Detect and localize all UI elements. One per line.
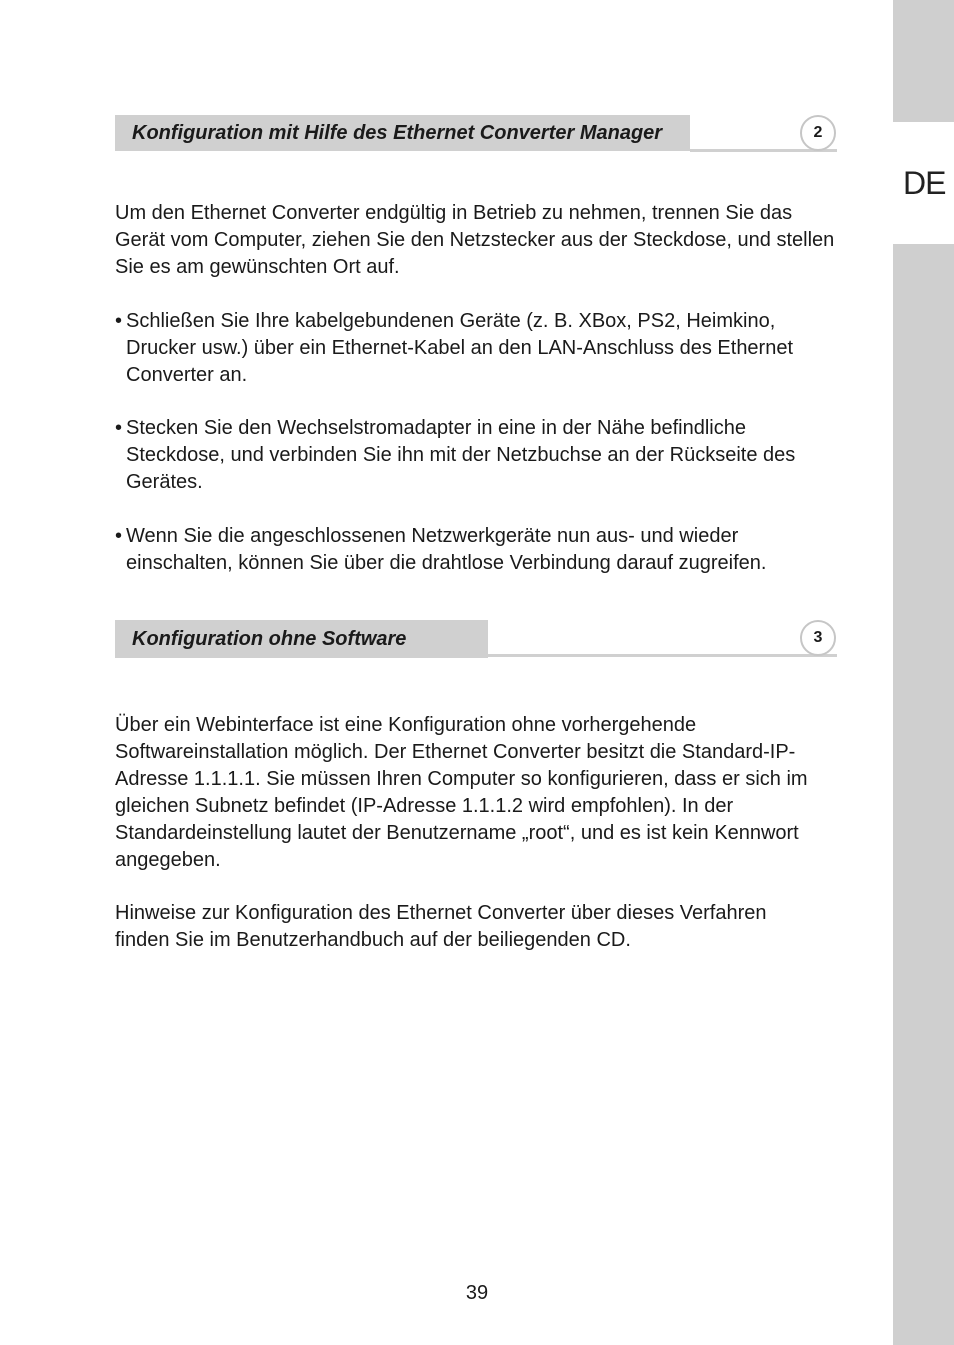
body-paragraph: Über ein Webinterface ist eine Konfiguration ohne vorhergehende Softwareinstallation möglich. Der Ethernet Converter besitzt die Standard-IP-Adresse 1.1.1.1. Sie müssen Ihren Computer so konfigurieren, dass er sich im gleichen Subnetz befindet (IP-Adresse 1.1.1.2 wird empfohlen). In der Standardeinstellung lautet der Benutzername „root“, und es ist kein Kennwort angegeben. <box>115 714 808 871</box>
language-label: DE <box>903 165 946 201</box>
section-number-badge: 2 <box>800 115 836 151</box>
page-number: 39 <box>465 1282 489 1304</box>
section-header-rule <box>488 654 837 657</box>
section-header-2 <box>115 115 837 155</box>
list-item-text: Wenn Sie die angeschlossenen Netzwerkgeräte nun aus- und wieder einschalten, können Sie über die drahtlose Verbindung darauf zugreifen. <box>126 525 767 574</box>
bullet-symbol: • <box>115 525 123 547</box>
bullet-symbol: • <box>115 417 123 439</box>
body-paragraph: Hinweise zur Konfiguration des Ethernet Converter über dieses Verfahren finden Sie im Benutzerhandbuch auf der beiliegenden CD. <box>115 902 767 951</box>
section-title: Konfiguration mit Hilfe des Ethernet Converter Manager <box>132 122 663 144</box>
list-item <box>115 523 815 577</box>
bullet-symbol: • <box>115 310 123 332</box>
list-item-text: Schließen Sie Ihre kabelgebundenen Geräte (z. B. XBox, PS2, Heimkino, Drucker usw.) über ein Ethernet-Kabel an den LAN-Anschluss des Ethernet Converter an. <box>126 310 794 386</box>
side-tab-top <box>893 0 954 122</box>
section-number-badge: 3 <box>800 620 836 656</box>
section-title: Konfiguration ohne Software <box>132 628 407 650</box>
list-item <box>115 415 845 496</box>
section-header-3 <box>115 620 837 660</box>
side-tab-bottom <box>893 244 954 1345</box>
list-item-text: Stecken Sie den Wechselstromadapter in eine in der Nähe befindliche Steckdose, und verbinden Sie ihn mit der Netzbuchse an der Rückseite des Gerätes. <box>126 417 796 493</box>
intro-paragraph: Um den Ethernet Converter endgültig in Betrieb zu nehmen, trennen Sie das Gerät vom Computer, ziehen Sie den Netzstecker aus der Steckdose, und stellen Sie es am gewünschten Ort auf. <box>115 202 835 278</box>
list-item <box>115 308 845 389</box>
